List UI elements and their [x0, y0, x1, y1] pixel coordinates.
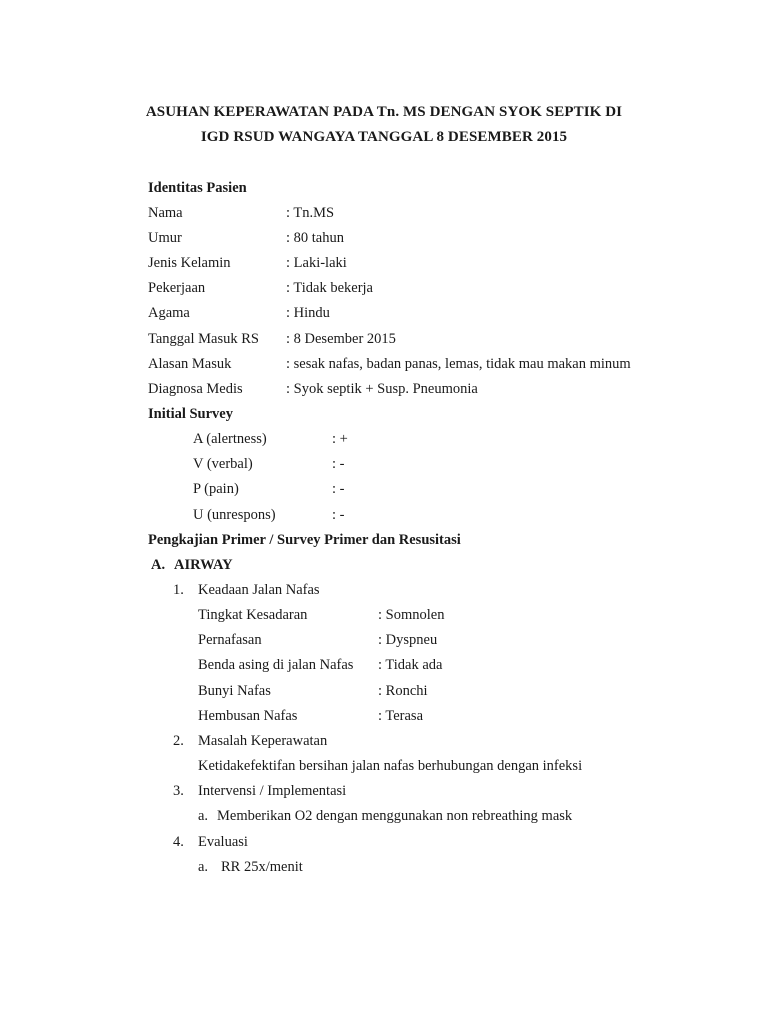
identitas-heading: Identitas Pasien [148, 180, 247, 196]
airway-marker: A. [151, 557, 166, 573]
survey-label-pain: P (pain) [193, 481, 239, 497]
intervensi-text: Memberikan O2 dengan menggunakan non rebreathing mask [217, 808, 573, 824]
identitas-value-diagnosa: : Syok septik + Susp. Pneumonia [286, 381, 478, 397]
survey-value-alertness: : + [332, 431, 348, 447]
keadaan-label-tingkat-kesadaran: Tingkat Kesadaran [198, 607, 308, 623]
keadaan-label-benda-asing: Benda asing di jalan Nafas [198, 657, 354, 673]
survey-value-pain: : - [332, 481, 345, 497]
survey-value-verbal: : - [332, 456, 345, 472]
pengkajian-heading: Pengkajian Primer / Survey Primer dan Resusitasi [148, 532, 461, 548]
item-number-3: 3. [173, 783, 184, 799]
identitas-label-diagnosa: Diagnosa Medis [148, 381, 243, 397]
evaluasi-marker: a. [198, 859, 209, 875]
identitas-label-jenis-kelamin: Jenis Kelamin [148, 255, 231, 271]
keadaan-value-bunyi-nafas: : Ronchi [378, 683, 428, 699]
item-intervensi: Intervensi / Implementasi [198, 783, 347, 799]
keadaan-value-tingkat-kesadaran: : Somnolen [378, 607, 445, 623]
intervensi-marker: a. [198, 808, 209, 824]
item-masalah-keperawatan: Masalah Keperawatan [198, 733, 328, 749]
evaluasi-text: RR 25x/menit [221, 859, 303, 875]
survey-value-unrespons: : - [332, 507, 345, 523]
item-keadaan-jalan-nafas: Keadaan Jalan Nafas [198, 582, 320, 598]
identitas-value-jenis-kelamin: : Laki-laki [286, 255, 347, 271]
keadaan-value-pernafasan: : Dyspneu [378, 632, 438, 648]
identitas-value-umur: : 80 tahun [286, 230, 344, 246]
identitas-label-agama: Agama [148, 305, 190, 321]
identitas-label-tanggal-masuk: Tanggal Masuk RS [148, 331, 259, 347]
identitas-value-tanggal-masuk: : 8 Desember 2015 [286, 331, 396, 347]
keadaan-label-hembusan-nafas: Hembusan Nafas [198, 708, 298, 724]
identitas-value-alasan-masuk: : sesak nafas, badan panas, lemas, tidak mau makan minum [286, 356, 631, 372]
keadaan-value-hembusan-nafas: : Terasa [378, 708, 424, 724]
identitas-label-umur: Umur [148, 230, 182, 246]
keadaan-label-bunyi-nafas: Bunyi Nafas [198, 683, 271, 699]
keadaan-label-pernafasan: Pernafasan [198, 632, 262, 648]
identitas-value-agama: : Hindu [286, 305, 330, 321]
survey-label-alertness: A (alertness) [193, 431, 267, 447]
item-number-4: 4. [173, 834, 184, 850]
survey-label-unrespons: U (unrespons) [193, 507, 276, 523]
airway-heading: AIRWAY [174, 557, 233, 573]
item-evaluasi: Evaluasi [198, 834, 248, 850]
keadaan-value-benda-asing: : Tidak ada [378, 657, 443, 673]
identitas-label-nama: Nama [148, 205, 183, 221]
document-title-line-2: IGD RSUD WANGAYA TANGGAL 8 DESEMBER 2015 [200, 129, 568, 145]
survey-label-verbal: V (verbal) [193, 456, 253, 472]
identitas-value-pekerjaan: : Tidak bekerja [286, 280, 373, 296]
initial-survey-heading: Initial Survey [148, 406, 233, 422]
item-number-1: 1. [173, 582, 184, 598]
item-number-2: 2. [173, 733, 184, 749]
masalah-description: Ketidakefektifan bersihan jalan nafas berhubungan dengan infeksi [198, 758, 583, 774]
identitas-label-pekerjaan: Pekerjaan [148, 280, 206, 296]
document-title-line-1: ASUHAN KEPERAWATAN PADA Tn. MS DENGAN SYOK SEPTIK DI [145, 104, 623, 120]
identitas-label-alasan-masuk: Alasan Masuk [148, 356, 232, 372]
identitas-value-nama: : Tn.MS [286, 205, 335, 221]
